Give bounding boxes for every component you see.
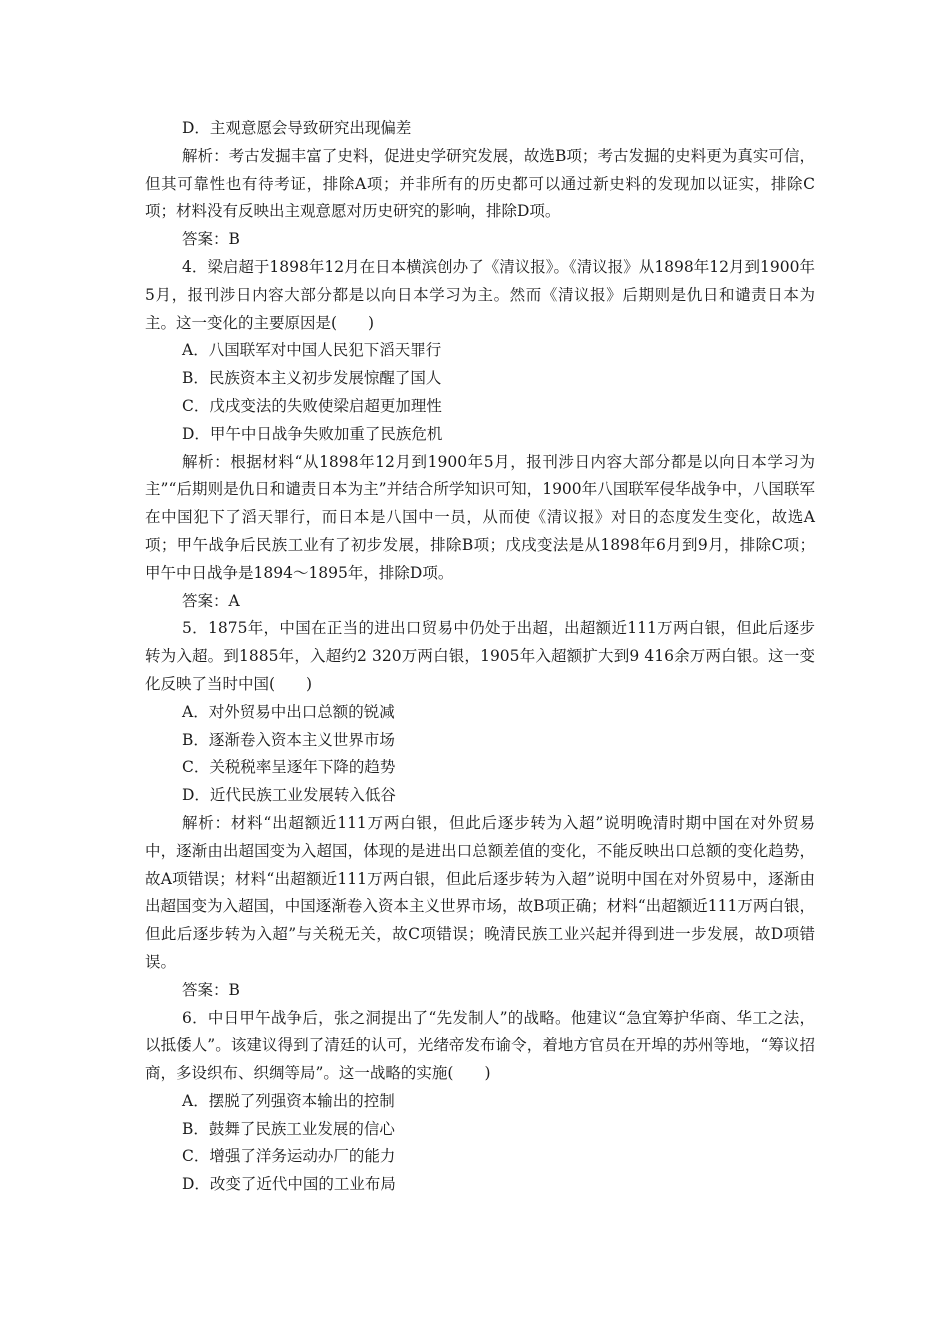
- document-content: [145, 115, 815, 1199]
- q4-option-a: A．八国联军对中国人民犯下滔天罪行: [182, 341, 442, 360]
- q4-option-d: D．甲午中日战争失败加重了民族危机: [182, 424, 443, 443]
- q5-answer: 答案：B: [182, 980, 240, 999]
- q5-analysis: 解析：材料“出超额近111万两白银，但此后逐步转为入超”说明晚清时期中国在对外贸易中，逐渐由出超国变为入超国，体现的是进出口总额差值的变化，不能反映出口总额的变化趋势，故A项错误；材料“出超额近111万两白银，但此后逐步转为入超”说明中国在对外贸易中，逐渐由出超国变为入超国，中国逐渐卷入资本主义世界市场，故B项正确；材料“出超额近111万两白银，但此后逐步转为入超”与关税无关，故C项错误；晚清民族工业兴起并得到进一步发展，故D项错误。: [145, 813, 815, 971]
- q4-option-b: B．民族资本主义初步发展惊醒了国人: [182, 369, 442, 388]
- q5-option-b: B．逐渐卷入资本主义世界市场: [182, 730, 395, 749]
- q6-option-a: A．摆脱了列强资本输出的控制: [182, 1091, 395, 1110]
- q3-option-d: D．主观意愿会导致研究出现偏差: [182, 119, 412, 137]
- q6-stem: 6．中日甲午战争后，张之洞提出了“先发制人”的战略。他建议“急宜筹护华商、华工之法，以抵倭人”。该建议得到了清廷的认可，光绪帝发布谕令，着地方官员在开埠的苏州等地，“筹议招商，多设织布、织绸等局”。这一战略的实施( ): [145, 1008, 815, 1083]
- q3-answer: 答案：B: [182, 230, 240, 249]
- q5-option-d: D．近代民族工业发展转入低谷: [182, 786, 396, 805]
- q4-analysis: 解析：根据材料“从1898年12月到1900年5月，报刊涉日内容大部分都是以向日本学习为主”“后期则是仇日和谴责日本为主”并结合所学知识可知，1900年八国联军侵华战争中，八国联军在中国犯下了滔天罪行，而日本是八国中一员，从而使《清议报》对日的态度发生变化，故选A项；甲午战争后民族工业有了初步发展，排除B项；戊戌变法是从1898年6月到9月，排除C项；甲午中日战争是1894～1895年，排除D项。: [145, 452, 815, 582]
- q6-option-d: D．改变了近代中国的工业布局: [182, 1175, 396, 1194]
- q4-stem: 4．梁启超于1898年12月在日本横滨创办了《清议报》。《清议报》从1898年12月到1900年5月，报刊涉日内容大部分都是以向日本学习为主。然而《清议报》后期则是仇日和谴责日本为主。这一变化的主要原因是( ): [145, 257, 815, 332]
- q6-option-c: C．增强了洋务运动办厂的能力: [182, 1147, 396, 1166]
- q5-option-c: C．关税税率呈逐年下降的趋势: [182, 758, 396, 777]
- q5-option-a: A．对外贸易中出口总额的锐减: [182, 702, 395, 721]
- q4-answer: 答案：A: [182, 591, 240, 610]
- q3-analysis: 解析：考古发掘丰富了史料，促进史学研究发展，故选B项；考古发掘的史料更为真实可信，但其可靠性也有待考证，排除A项；并非所有的历史都可以通过新史料的发现加以证实，排除C项；材料没有反映出主观意愿对历史研究的影响，排除D项。: [145, 146, 815, 221]
- q4-option-c: C．戊戌变法的失败使梁启超更加理性: [182, 396, 442, 415]
- q5-stem: 5．1875年，中国在正当的进出口贸易中仍处于出超，出超额近111万两白银，但此后逐步转为入超。到1885年，入超约2 320万两白银，1905年入超额扩大到9 416余万两白银。这一变化反映了当时中国( ): [145, 619, 815, 693]
- q6-option-b: B．鼓舞了民族工业发展的信心: [182, 1119, 395, 1138]
